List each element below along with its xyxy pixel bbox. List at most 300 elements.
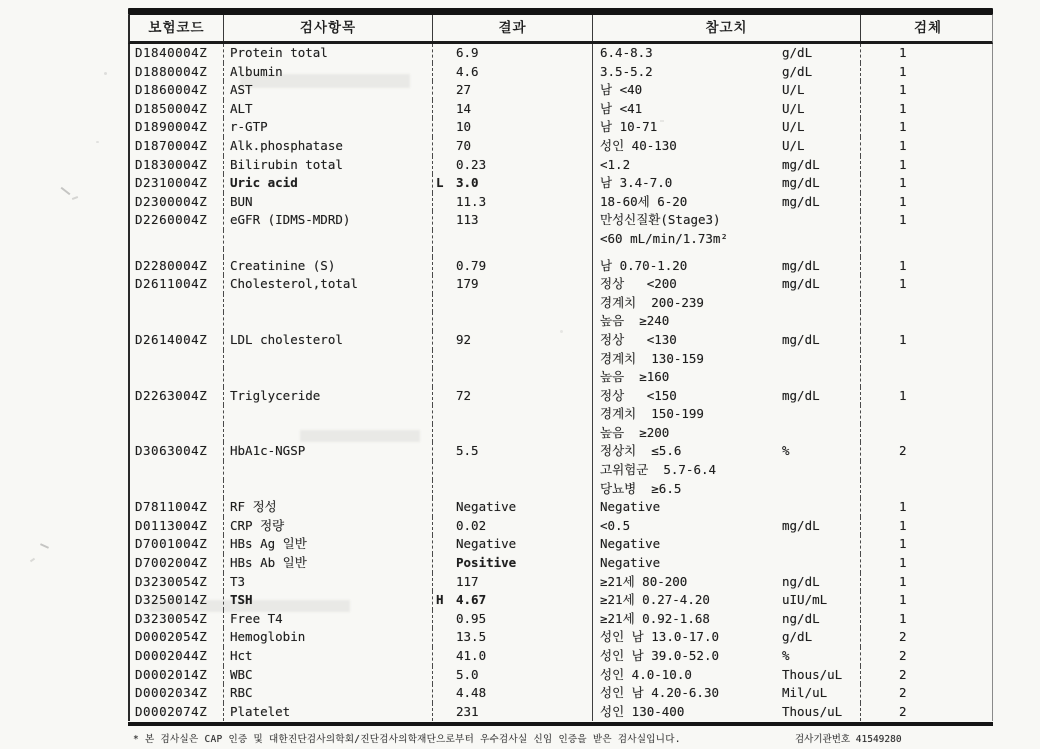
reference-range	[592, 294, 860, 313]
result-flag	[433, 275, 456, 294]
test-name	[223, 480, 432, 499]
specimen-number: 1	[860, 591, 995, 610]
specimen-number: 1	[860, 573, 995, 592]
result-flag	[433, 81, 456, 100]
table-row	[130, 174, 992, 193]
lab-results-table	[128, 8, 993, 726]
table-row	[130, 517, 992, 536]
result-value: 231	[456, 703, 479, 719]
table-row	[130, 610, 992, 629]
result-flag	[433, 156, 456, 175]
reference-text: 경계치 130-159	[600, 350, 704, 366]
reference-range	[592, 610, 860, 629]
table-row	[130, 257, 992, 276]
test-name	[223, 312, 432, 331]
result-flag	[433, 211, 456, 230]
reference-range	[592, 554, 860, 573]
test-result	[432, 554, 592, 573]
reference-text: 성인 남 39.0-52.0	[600, 648, 720, 663]
result-flag	[433, 63, 456, 82]
specimen-number: 2	[860, 628, 995, 647]
test-result	[432, 211, 592, 230]
insurance-code: D2310004Z	[135, 175, 208, 191]
test-name: eGFR (IDMS-MDRD)	[223, 211, 432, 230]
specimen-number	[860, 294, 995, 313]
unit-label: U/L	[782, 119, 805, 135]
reference-text: 정상치 ≤5.6	[600, 443, 682, 459]
specimen-number: 1	[860, 137, 995, 156]
test-result	[432, 666, 592, 685]
insurance-code: D1850004Z	[135, 100, 208, 116]
reference-range	[592, 666, 860, 685]
insurance-code: D2280004Z	[135, 257, 208, 273]
test-name: Protein total	[223, 44, 432, 63]
lab-org-number: 검사기관번호 41549280	[795, 734, 902, 745]
test-result	[432, 517, 592, 536]
result-value: 41.0	[456, 648, 487, 663]
result-flag	[433, 517, 456, 536]
result-flag: H	[436, 592, 444, 608]
test-name: AST	[223, 81, 432, 100]
insurance-code: D1830004Z	[135, 156, 208, 172]
test-result	[432, 193, 592, 212]
unit-label: mg/dL	[782, 156, 820, 172]
test-name: LDL cholesterol	[223, 331, 432, 350]
specimen-number: 1	[860, 211, 995, 230]
reference-range	[592, 63, 860, 82]
reference-text: <0.5	[600, 517, 631, 533]
table-row	[130, 535, 992, 554]
unit-label: ng/dL	[782, 610, 820, 626]
insurance-code	[130, 424, 223, 443]
specimen-number: 1	[860, 156, 995, 175]
table-row	[130, 156, 992, 175]
table-row	[130, 275, 992, 294]
result-flag	[433, 100, 456, 119]
result-value: Negative	[456, 536, 517, 552]
test-result	[432, 424, 592, 443]
table-row	[130, 63, 992, 82]
insurance-code: D7002004Z	[135, 555, 208, 571]
scan-noise	[72, 196, 78, 200]
test-name: Creatinine (S)	[223, 257, 432, 276]
result-value: Negative	[456, 499, 517, 515]
reference-text: 정상 <200	[600, 276, 677, 292]
unit-label: mg/dL	[782, 276, 820, 292]
result-value: 0.79	[456, 257, 487, 273]
table-row	[130, 442, 992, 461]
specimen-number	[860, 461, 995, 480]
result-value: 14	[456, 100, 472, 116]
insurance-code	[130, 350, 223, 369]
test-result	[432, 331, 592, 350]
test-name: Free T4	[223, 610, 432, 629]
test-result	[432, 312, 592, 331]
test-result	[432, 350, 592, 369]
reference-range	[592, 81, 860, 100]
reference-text: Negative	[600, 536, 661, 552]
table-row	[130, 424, 992, 443]
result-flag	[433, 118, 456, 137]
reference-range	[592, 230, 860, 249]
unit-label: Mil/uL	[782, 685, 828, 701]
specimen-number	[860, 249, 995, 257]
test-name: RBC	[223, 684, 432, 703]
specimen-number: 1	[860, 275, 995, 294]
reference-range	[592, 211, 860, 230]
table-row	[130, 193, 992, 212]
test-name: WBC	[223, 666, 432, 685]
specimen-number: 1	[860, 100, 995, 119]
result-flag	[433, 498, 456, 517]
specimen-number: 1	[860, 554, 995, 573]
specimen-number: 1	[860, 81, 995, 100]
test-name: Platelet	[223, 703, 432, 722]
test-name: T3	[223, 573, 432, 592]
result-flag	[433, 442, 456, 461]
scan-noise	[104, 72, 107, 75]
specimen-number: 2	[860, 703, 995, 722]
unit-label: U/L	[782, 100, 805, 116]
reference-text: 성인 남 4.20-6.30	[600, 685, 720, 701]
reference-range	[592, 331, 860, 350]
insurance-code: D7811004Z	[135, 499, 208, 515]
specimen-number: 1	[860, 257, 995, 276]
reference-range	[592, 350, 860, 369]
test-name: HBs Ag 일반	[223, 535, 432, 554]
unit-label: %	[782, 648, 790, 663]
test-name	[223, 405, 432, 424]
column-header-specimen: 검체	[860, 15, 995, 41]
insurance-code: D0113004Z	[135, 517, 208, 533]
reference-range	[592, 193, 860, 212]
reference-range	[592, 647, 860, 666]
table-header-row	[128, 15, 993, 44]
unit-label: mg/dL	[782, 175, 820, 191]
test-result	[432, 628, 592, 647]
specimen-number: 2	[860, 647, 995, 666]
test-result	[432, 230, 592, 249]
result-value: 72	[456, 387, 472, 403]
result-flag	[433, 573, 456, 592]
insurance-code: D2300004Z	[135, 193, 208, 209]
test-result	[432, 498, 592, 517]
result-value: 0.02	[456, 517, 487, 533]
reference-range	[592, 591, 860, 610]
test-result	[432, 137, 592, 156]
insurance-code	[130, 294, 223, 313]
result-flag	[433, 647, 456, 666]
result-flag	[433, 137, 456, 156]
specimen-number: 1	[860, 331, 995, 350]
result-flag	[433, 294, 456, 313]
test-result	[432, 442, 592, 461]
table-spacer-row	[130, 249, 992, 257]
insurance-code	[130, 461, 223, 480]
specimen-number: 1	[860, 63, 995, 82]
insurance-code: D3063004Z	[135, 443, 208, 459]
result-value: 6.9	[456, 45, 479, 60]
test-result	[432, 368, 592, 387]
insurance-code: D2614004Z	[135, 331, 208, 347]
test-name: Uric acid	[223, 174, 432, 193]
test-name: BUN	[223, 193, 432, 212]
table-row	[130, 591, 992, 610]
reference-range	[592, 424, 860, 443]
reference-text: 당뇨병 ≥6.5	[600, 480, 682, 496]
test-name: RF 정성	[223, 498, 432, 517]
result-value: 5.0	[456, 666, 479, 682]
table-row	[130, 684, 992, 703]
result-value: 113	[456, 212, 479, 228]
reference-text: 남 0.70-1.20	[600, 257, 688, 273]
test-name: ALT	[223, 100, 432, 119]
unit-label: g/dL	[782, 63, 813, 79]
reference-text: 만성신질환(Stage3)	[600, 212, 721, 228]
reference-range	[592, 517, 860, 536]
column-header-reference-range: 참고치	[592, 15, 860, 41]
result-flag	[433, 461, 456, 480]
accreditation-note: * 본 검사실은 CAP 인증 및 대한진단검사의학회/진단검사의학재단으로부터 우수검사실 신임 인증을 받은 검사실입니다.	[133, 734, 681, 745]
reference-range	[592, 684, 860, 703]
test-name: Cholesterol,total	[223, 275, 432, 294]
unit-label: mg/dL	[782, 257, 820, 273]
scan-noise	[40, 543, 49, 549]
reference-text: <60 mL/min/1.73m²	[600, 230, 728, 246]
specimen-number: 2	[860, 684, 995, 703]
table-row	[130, 703, 992, 722]
column-header-insurance-code: 보험코드	[148, 20, 205, 36]
specimen-number	[860, 405, 995, 424]
table-row	[130, 573, 992, 592]
reference-text: ≥21세 80-200	[600, 573, 688, 589]
reference-text: 남 <41	[600, 100, 643, 116]
unit-label: ng/dL	[782, 573, 820, 589]
table-row	[130, 294, 992, 313]
reference-text: 고위험군 5.7-6.4	[600, 462, 717, 478]
specimen-number	[860, 350, 995, 369]
insurance-code: D3230054Z	[135, 610, 208, 626]
test-name: TSH	[223, 591, 432, 610]
test-name: HbA1c-NGSP	[223, 442, 432, 461]
result-flag: L	[436, 175, 444, 191]
unit-label: uIU/mL	[782, 592, 828, 608]
test-result	[432, 100, 592, 119]
reference-range	[592, 174, 860, 193]
reference-range	[592, 257, 860, 276]
unit-label: U/L	[782, 137, 805, 153]
scan-noise	[30, 558, 35, 563]
table-row	[130, 312, 992, 331]
reference-text: 남 <40	[600, 82, 643, 98]
insurance-code: D0002054Z	[135, 629, 208, 645]
result-value: 27	[456, 82, 472, 98]
scan-noise	[96, 141, 99, 143]
insurance-code: D0002034Z	[135, 685, 208, 701]
specimen-number: 2	[860, 442, 995, 461]
result-flag	[433, 666, 456, 685]
result-flag	[433, 684, 456, 703]
result-value: 92	[456, 331, 472, 347]
test-result	[432, 387, 592, 406]
insurance-code: D2263004Z	[135, 387, 208, 403]
table-top-border	[128, 8, 993, 15]
test-name	[223, 230, 432, 249]
table-row	[130, 387, 992, 406]
result-flag	[433, 628, 456, 647]
table-row	[130, 137, 992, 156]
reference-text: 경계치 150-199	[600, 406, 704, 422]
test-name: CRP 정량	[223, 517, 432, 536]
reference-text: 성인 40-130	[600, 137, 677, 153]
column-header-result: 결과	[432, 15, 592, 41]
reference-range	[592, 461, 860, 480]
reference-text: 높음 ≥200	[600, 424, 670, 440]
result-value: 4.48	[456, 685, 487, 701]
specimen-number: 1	[860, 193, 995, 212]
reference-range	[592, 249, 860, 257]
test-name: HBs Ab 일반	[223, 554, 432, 573]
reference-range	[592, 387, 860, 406]
specimen-number: 1	[860, 118, 995, 137]
result-value: 70	[456, 137, 472, 153]
result-flag	[433, 257, 456, 276]
test-result	[432, 591, 592, 610]
table-row	[130, 118, 992, 137]
table-row	[130, 628, 992, 647]
test-result	[432, 461, 592, 480]
insurance-code	[130, 405, 223, 424]
specimen-number	[860, 312, 995, 331]
reference-range	[592, 480, 860, 499]
result-value: 4.67	[456, 592, 487, 608]
test-result	[432, 44, 592, 63]
test-result	[432, 535, 592, 554]
test-name: Albumin	[223, 63, 432, 82]
insurance-code	[130, 368, 223, 387]
table-row	[130, 554, 992, 573]
test-name	[223, 249, 432, 257]
reference-text: 경계치 200-239	[600, 294, 704, 310]
table-row	[130, 211, 992, 230]
reference-text: Negative	[600, 555, 661, 571]
specimen-number: 1	[860, 517, 995, 536]
insurance-code: D0002014Z	[135, 666, 208, 682]
table-row	[130, 350, 992, 369]
specimen-number	[860, 230, 995, 249]
unit-label: %	[782, 443, 790, 459]
table-row	[130, 498, 992, 517]
table-row	[130, 647, 992, 666]
insurance-code	[130, 312, 223, 331]
reference-text: 성인 남 13.0-17.0	[600, 629, 720, 645]
test-result	[432, 610, 592, 629]
result-value: 0.23	[456, 156, 487, 172]
table-row	[130, 480, 992, 499]
test-result	[432, 275, 592, 294]
test-name	[223, 424, 432, 443]
table-row	[130, 368, 992, 387]
reference-text: 높음 ≥240	[600, 313, 670, 329]
reference-text: Negative	[600, 499, 661, 515]
reference-text: 정상 <150	[600, 387, 677, 403]
insurance-code: D1840004Z	[135, 45, 208, 60]
insurance-code: D3230054Z	[135, 573, 208, 589]
reference-text: 정상 <130	[600, 331, 677, 347]
result-flag	[433, 405, 456, 424]
test-result	[432, 405, 592, 424]
table-row	[130, 230, 992, 249]
reference-text: 6.4-8.3	[600, 45, 653, 60]
table-row	[130, 44, 992, 63]
specimen-number	[860, 368, 995, 387]
test-result	[432, 257, 592, 276]
unit-label: Thous/uL	[782, 666, 843, 682]
result-value: 117	[456, 573, 479, 589]
result-flag	[433, 554, 456, 573]
reference-range	[592, 573, 860, 592]
specimen-number: 1	[860, 44, 995, 63]
specimen-number	[860, 424, 995, 443]
reference-text: 높음 ≥160	[600, 369, 670, 385]
table-row	[130, 100, 992, 119]
insurance-code: D1860004Z	[135, 82, 208, 98]
test-result	[432, 480, 592, 499]
result-flag	[433, 535, 456, 554]
reference-text: 3.5-5.2	[600, 63, 653, 79]
reference-text: <1.2	[600, 156, 631, 172]
table-body	[128, 44, 993, 721]
test-name	[223, 350, 432, 369]
insurance-code	[130, 230, 223, 249]
unit-label: g/dL	[782, 629, 813, 645]
reference-text: ≥21세 0.27-4.20	[600, 592, 710, 608]
test-result	[432, 573, 592, 592]
specimen-number: 1	[860, 387, 995, 406]
reference-range	[592, 405, 860, 424]
result-value: 11.3	[456, 193, 487, 209]
result-value: 10	[456, 119, 472, 135]
test-result	[432, 174, 592, 193]
insurance-code: D2611004Z	[135, 276, 208, 292]
reference-range	[592, 118, 860, 137]
insurance-code: D7001004Z	[135, 536, 208, 552]
reference-text: 성인 4.0-10.0	[600, 666, 692, 682]
reference-range	[592, 156, 860, 175]
specimen-number: 1	[860, 610, 995, 629]
reference-range	[592, 442, 860, 461]
reference-range	[592, 44, 860, 63]
reference-range	[592, 628, 860, 647]
result-flag	[433, 424, 456, 443]
reference-range	[592, 498, 860, 517]
test-result	[432, 118, 592, 137]
test-result	[432, 294, 592, 313]
test-name: Triglyceride	[223, 387, 432, 406]
insurance-code: D3250014Z	[135, 592, 208, 608]
result-flag	[433, 480, 456, 499]
specimen-number: 1	[860, 498, 995, 517]
result-value: Positive	[456, 555, 517, 571]
result-value: 5.5	[456, 443, 479, 459]
reference-text: 성인 130-400	[600, 703, 685, 719]
result-value: 179	[456, 276, 479, 292]
result-flag	[433, 312, 456, 331]
result-value: 13.5	[456, 629, 487, 645]
table-bottom-border	[128, 722, 993, 726]
test-name	[223, 294, 432, 313]
test-result	[432, 63, 592, 82]
